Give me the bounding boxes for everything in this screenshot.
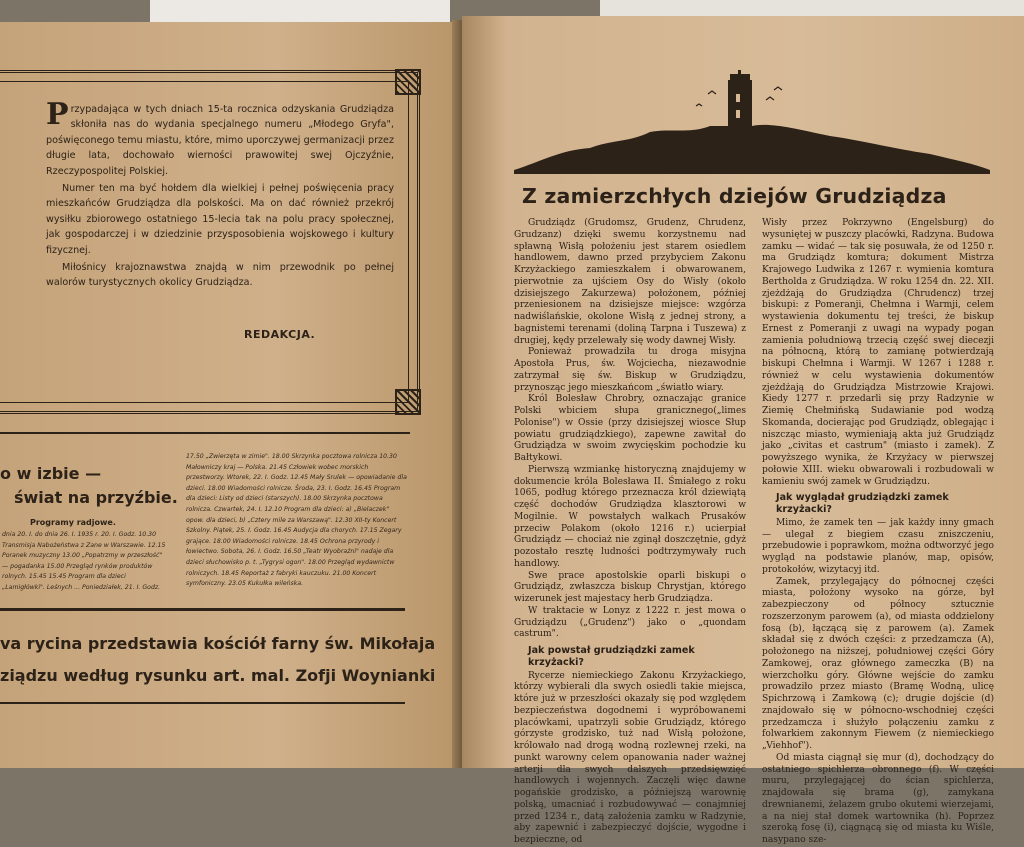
article-paragraph: W traktacie w Lonyz z 1222 r. jest mowa o Grudziądzu („Grudenz") jako o „quondam castrum". [514, 605, 746, 640]
article-paragraph: Ponieważ prowadziła tu droga misyjna Apostoła Prus, św. Wojciecha, niezawodnie zatrzymał się św. Biskup w Grudziądzu, przynosząc jego mieszkańcom „światło wiary. [514, 347, 746, 393]
article-subheading: Jak wyglądał grudziądzki zamek krzyżacki? [776, 492, 949, 515]
article-paragraph: Swe prace apostolskie oparli biskupi o Grudziądz, zwłaszcza biskup Chrystjan, którego wizerunek jest majestacy herb Grudziądza. [514, 570, 746, 604]
article-title: Z zamierzchłych dziejów Grudziądza [522, 184, 947, 208]
article-paragraph: Rycerze niemieckiego Zakonu Krzyżackiego, którzy wybierali dla swych osiedli takie miejsca, które już w przeszłości okazały się pod względem bezpieczeństwa dogodnemi i wypróbowanemi placówkami, upatrzyli sobie Grudziądz, którego górzyste grodzisko, tuż nad Wisłą położone, królowało nad drogą wodną rozlewnej rzeki, na punkt warowny celem opanowania nader ważnej arterji dla swych dalszych przedsięwzięć handlowych i wojennych. Zaczęli więc dawne pogańskie grodzisko, a późniejszą warownię polską, umacniać i rozbudowywać — conajmniej przed 1234 r., datą założenia zamku w Radzynie, aby zapewnić i zabezpieczyć dojście, wygodne i bezpieczne, od [514, 670, 746, 845]
notice-paragraph-1: rzypadająca w tych dniach 15-ta rocznica odzyskania Grudziądza skłoniła nas do wydania specjalnego numeru „Młodego Gryfa", poświęconego temu miastu, które, mimo uporczywej germanizacji przez długie lata, dochowało wierności prawowitej swej Ojczyźnie, Rzeczypospolitej Polskiej. [46, 104, 394, 177]
dropcap: P [46, 97, 69, 132]
frame-corner-ornament [395, 69, 421, 95]
article-paragraph: Wisły przez Pokrzywno (Engelsburg) do wysuniętej w puszczy placówki, Radzyna. Budowa zamku — widać — tak się posuwała, że od 1250 r. ma Grudziądz komtura; dokument Mistrza Krajowego Ludwika z 1267 r. wymienia komtura Bertholda z Grudziądza. W roku 1254 dn. 22. XII. zjeżdżają do Grudziądza (Chrudencz) trzej biskupi: z Pomeranji, Chełmna i Warmji, celem wystawienia dokumentu tej treści, że biskup Ernest z Pomeranji z uwagi na wypady pogan zamienia południową trzecią część swej diecezji na północną, którą to zamianę potwierdzają biskupi Chełmna i Warmji. W 1267 i 1288 r. również w celu wystawienia dokumentów zjeżdżają do Grudziądza Mistrzowie Krajowi. Kiedy 1277 r. przedarli się przy Radzynie w Ziemię Chełmińską Sudawianie pod wodzą Skomanda, docierając pod Grudziądz, oblegając i niszcząc miasto, wymieniają akta już Grudziądz jako „civitas et castrum" (miasto i zamek). Z powyższego wynika, że Krzyżacy w pierwszej połowie XIII. wieku obwarowali i rozbudowali w kamieniu swój zamek w Grudziądzu. [762, 218, 994, 487]
article-paragraph: Król Bolesław Chrobry, oznaczając granice Polski wbiciem słupa granicznego(„limes Polonise") w Ossie (przy dzisiejszej wiosce Słup powiatu grudziądzkiego), zapewne zawitał do Grudziądza w swoim zwycięskim pochodzie ku Bałtykowi. [514, 394, 746, 463]
notice-paragraph-3: Miłośnicy krajoznawstwa znajdą w nim przewodnik po pełnej walorów turystycznych okolicy Grudziądza. [46, 262, 394, 289]
radio-heading-line2: świat na przyźbie. [14, 488, 178, 507]
caption-line-1: va rycina przedstawia kościół farny św. Mikołaja [0, 634, 436, 653]
article-paragraph: Grudziądz (Grudomsz, Grudenz, Chrudenz, Grudzanz) dzięki swemu korzystnemu nad spławną Wisłą położeniu jest starem osiedlem handlowem, dawno przed przybyciem Zakonu Krzyżackiego zamieszkałem i obwarowanem, pierwotnie za ujściem Osy do Wisły (około dzisiejszego Zakurzewa) położonem, później przeniesionem na dzisiejsze miejsce: wzgórza nadwiślańskie, okolone Wisłą z jednej strony, a bagnistemi terenami (doliną Tarpna i Tuszewa) z drugiej, kędy przelewały się wody dawnej Wisły. [514, 218, 746, 346]
frame-corner-ornament [395, 389, 421, 415]
notice-paragraph-2: Numer ten ma być hołdem dla wielkiej i pełnej poświęcenia pracy mieszkańców Grudziądza dla polskości. Ma on dać również przekrój wysiłku zbiorowego ostatniego 15-lecia tak na polu pracy społecznej, jak gospodarczej i w dziedzinie przysposobienia wojskowego i kultury fizycznej. [46, 183, 394, 256]
article-paragraph: Od miasta ciągnął się mur (d), dochodzący do ostatniego spichlerza obronnego (f). W części muru, przylegającej do ścian spichlerza, znajdowała się brama (g), zamykana drewnianemi, żelazem grubo okutemi wierzejami, a na niej stał domek wartownika (h). Poprzez szeroką fosę (i), ciągnącą się od miasta ku Wiśle, nasypano sze- [762, 752, 994, 845]
article-paragraph: Zamek, przylegający do północnej części miasta, położony wysoko na górze, był zabezpieczony od północy sztucznie rozszerzonym parowem (a), od miasta oddzielony fosą (b), łączącą się z parowem (a). Zamek składał się z dwóch części: z przedzamcza (A), położonego na niższej, południowej części Góry Zamkowej, oraz głównego zameczka (B) na wierzchołku góry. Główne wejście do zamku prowadziło przez miasto (Bramę Wodną, ulicę Spichrzową i Zamkową (c); drugie dojście (d) znajdowało się w północno-wschodniej części przedzamcza i służyło połączeniu zamku z folwarkiem zakonnym Fiewem (z niemieckiego „Viehhof"). [762, 576, 994, 751]
right-page [462, 16, 1024, 845]
notice-signature: REDAKCJA. [244, 328, 316, 341]
castle-ruins-illustration [510, 70, 990, 180]
article-paragraph: Mimo, że zamek ten — jak każdy inny gmach — ulegał z biegiem czasu zniszczeniu, przebudowie i poprawkom, można odtworzyć jego wygląd na podstawie planów, map, opisów, protokołów, wizytacyj itd. [762, 517, 994, 575]
left-page [0, 22, 462, 768]
article-subheading: Jak powstał grudziądzki zamek krzyżacki? [528, 645, 695, 668]
radio-subheading: Programy radjowe. [30, 518, 116, 527]
article-paragraph: Pierwszą wzmiankę historyczną znajdujemy w dokumencie króla Bolesława II. Śmiałego z roku 1065, podług którego przeznacza król dziewiątą część dochodów Grudziądza klasztorowi w Mogilnie. W powstałych walkach Prusaków przeciw Polakom (około 1216 r.) ucierpiał Grudziądz — chociaż nie zginął doszczętnie, gdyż pozostało resztę ludności podtrzymywały ruch handlowy. [514, 464, 746, 569]
article-column-right [762, 218, 994, 845]
article-column-left [514, 218, 746, 845]
caption-line-2: ziądzu według rysunku art. mal. Zofji Woynianki [0, 666, 436, 685]
notice-text [46, 97, 394, 293]
caption-divider-top [0, 608, 405, 611]
section-divider [0, 432, 410, 434]
radio-program-column-2: 17.50 „Zwierzęta w zimie". 18.00 Skrzynka pocztowa rolnicza 10.30 Małowniczy kraj — Polska. 21.45 Człowiek wobec morskich przestworzy. Wtorek, 22. I. Godz. 12.45 Mały Srulek — opowiadanie dla dzieci. 18.00 Wiadomości rolnicze. Środa, 23. I. Godz. 16.45 Program dla dzieci: Listy od dzieci (starszych). 18.00 Skrzynka pocztowa rolnicza. Czwartek, 24. I. 12.10 Program dla dzieci: a) „Bielaczek" opow. dla dzieci, b) „Cztery mile za Warszawą". 12.30 XII-ty Koncert Szkolny. Piątek, 25. I. Godz. 16.45 Audycja dla chorych. 17.15 Zegary grające. 18.00 Wiadomości rolnicze. 18.45 Ochrona przyrody i łowiectwo. Sobota, 26. I. Godz. 16.50 „Teatr Wyobraźni" nadaje dla dzieci słuchowisko p. t. „Tygrysi ogon". 18.00 Przegląd wydawnictw rolniczych. 18.45 Reportaż z fabryki kauczuku. 21.00 Koncert symfoniczny. 23.05 Kukułka wileńska. [186, 453, 407, 588]
radio-program-column-1: dnia 20. I. do dnia 26. I. 1935 r. 20. I. Godz. 10.30 Transmisja Nabożeństwa z Zane w Warszawie. 12.15 Poranek muzyczny 13.00 „Popatrzmy w przeszłość" — pogadanka 15.00 Przegląd rynków produktów rolnych. 15.45 15.45 Program dla dzieci „Lamigłówki". Leśnych ... Poniedziałek, 21. I. Godz. [2, 531, 166, 591]
caption-divider-bottom [0, 702, 405, 704]
background-paper-sheet [150, 0, 450, 22]
radio-heading-line1: o w izbie — [0, 464, 102, 483]
